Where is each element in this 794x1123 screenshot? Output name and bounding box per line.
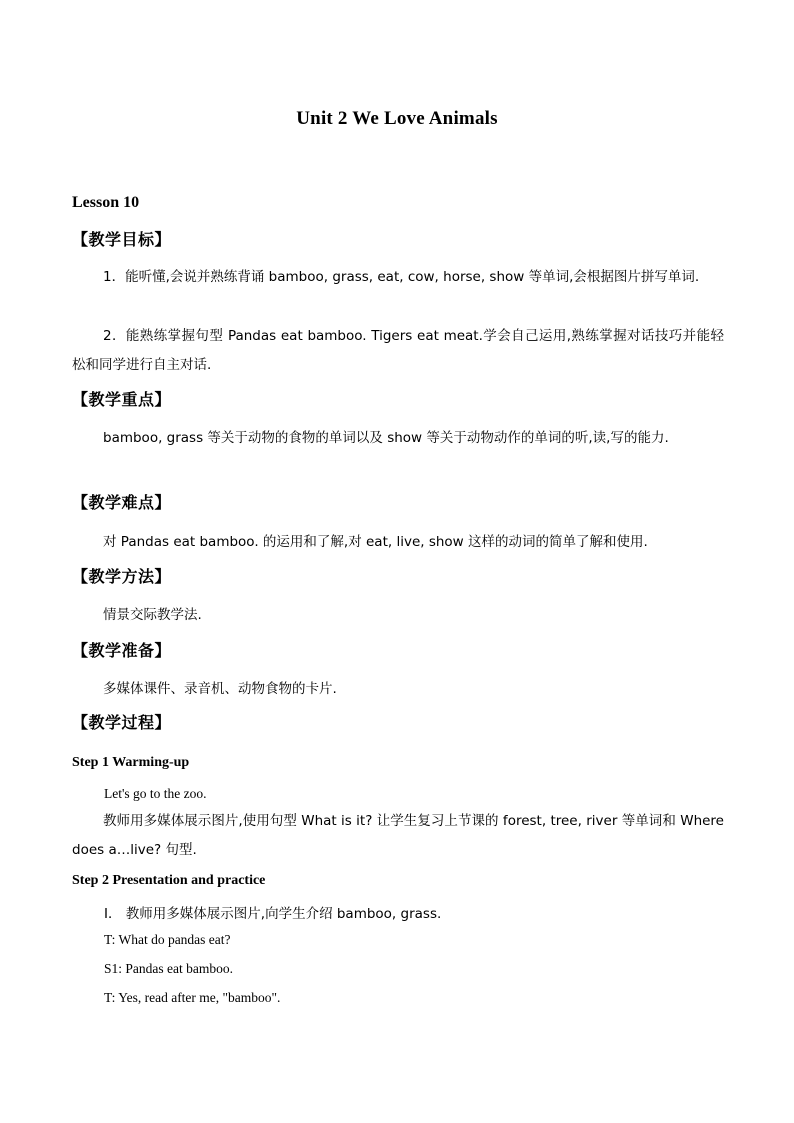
- step-2-line-3: S1: Pandas eat bamboo.: [104, 961, 233, 976]
- objective-item-2: 2．能熟练掌握句型 Pandas eat bamboo. Tigers eat meat.学会自己运用,熟练掌握对话技巧并能轻松和同学进行自主对话.: [72, 328, 724, 373]
- step-2-line-4: T: Yes, read after me, "bamboo".: [104, 990, 281, 1005]
- methods-text: 情景交际教学法.: [103, 607, 202, 623]
- step-1-line-2: 教师用多媒体展示图片,使用句型 What is it? 让学生复习上节课的 forest, tree, river 等单词和 Where does a…live? 句型.: [72, 813, 724, 858]
- lesson-label: Lesson 10: [72, 194, 140, 211]
- heading-key-points: 【教学重点】: [72, 390, 172, 409]
- heading-difficulties: 【教学难点】: [72, 493, 172, 512]
- document-title: Unit 2 We Love Animals: [296, 108, 498, 129]
- step-1-line-1: Let's go to the zoo.: [104, 786, 207, 801]
- preparation-text: 多媒体课件、录音机、动物食物的卡片.: [103, 681, 337, 697]
- key-points-text: bamboo, grass 等关于动物的食物的单词以及 show 等关于动物动作的单词的听,读,写的能力.: [103, 430, 669, 446]
- step-2-line-2: T: What do pandas eat?: [104, 932, 231, 947]
- heading-preparation: 【教学准备】: [72, 641, 172, 660]
- objective-item-1: 1．能听懂,会说并熟练背诵 bamboo, grass, eat, cow, horse, show 等单词,会根据图片拼写单词.: [103, 269, 700, 285]
- heading-process: 【教学过程】: [72, 713, 172, 732]
- step-2-line-1: Ⅰ． 教师用多媒体展示图片,向学生介绍 bamboo, grass.: [104, 906, 442, 922]
- step-2-title: Step 2 Presentation and practice: [72, 873, 266, 888]
- difficulties-text: 对 Pandas eat bamboo. 的运用和了解,对 eat, live, show 这样的动词的简单了解和使用.: [103, 534, 648, 550]
- heading-objectives: 【教学目标】: [72, 230, 172, 249]
- heading-methods: 【教学方法】: [72, 567, 172, 586]
- step-1-title: Step 1 Warming-up: [72, 755, 190, 770]
